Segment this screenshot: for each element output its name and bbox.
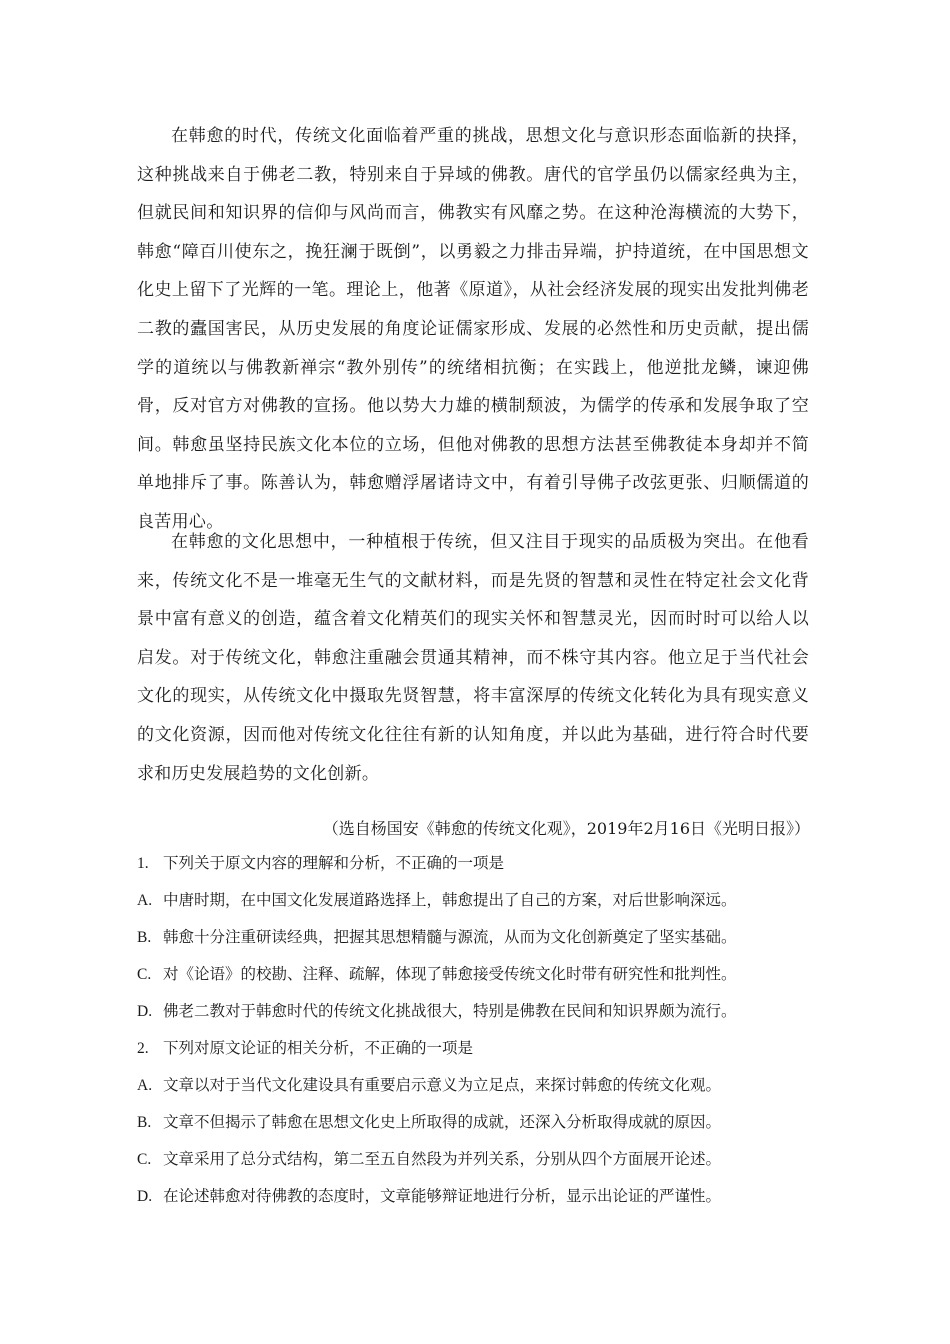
question-2-text: 下列对原文论证的相关分析，不正确的一项是: [163, 1039, 474, 1057]
question-1-number: 1.: [137, 855, 149, 872]
option-label: C.: [137, 1151, 152, 1168]
question-2-option-a: [137, 1073, 817, 1098]
option-text: 韩愈十分注重研读经典，把握其思想精髓与源流，从而为文化创新奠定了坚实基础。: [163, 928, 737, 946]
question-1-option-d: [137, 999, 817, 1024]
option-text: 在论述韩愈对待佛教的态度时，文章能够辩证地进行分析，显示出论证的严谨性。: [163, 1187, 722, 1205]
question-1-option-a: [137, 888, 817, 913]
body-paragraph-1: 在韩愈的时代，传统文化面临着严重的挑战，思想文化与意识形态面临新的抉择，这种挑战来自于佛老二教，特别来自于异域的佛教。唐代的官学虽仍以儒家经典为主，但就民间和知识界的信仰与风尚而言，佛教实有风靡之势。在这种沧海横流的大势下，韩愈“障百川使东之，挽狂澜于既倒”，以勇毅之力排击异端，护持道统，在中国思想文化史上留下了光辉的一笔。理论上，他著《原道》，从社会经济发展的现实出发批判佛老二教的蠹国害民，从历史发展的角度论证儒家形成、发展的必然性和历史贡献，提出儒学的道统以与佛教新禅宗“教外别传”的统绪相抗衡；在实践上，他逆批龙鳞，谏迎佛骨，反对官方对佛教的宣扬。他以势大力雄的横制颓波，为儒学的传承和发展争取了空间。韩愈虽坚持民族文化本位的立场，但他对佛教的思想方法甚至佛教徒本身却并不简单地排斥了事。陈善认为，韩愈赠浮屠诸诗文中，有着引导佛子改弦更张、归顺儒道的良苦用心。: [137, 126, 809, 532]
question-1-option-c: [137, 962, 817, 987]
question-2-option-d: [137, 1184, 817, 1209]
option-label: B.: [137, 1114, 152, 1131]
option-text: 中唐时期，在中国文化发展道路选择上，韩愈提出了自己的方案，对后世影响深远。: [163, 891, 737, 909]
question-1-stem: [137, 851, 817, 876]
option-text: 对《论语》的校勘、注释、疏解，体现了韩愈接受传统文化时带有研究性和批判性。: [163, 965, 737, 983]
question-1-text: 下列关于原文内容的理解和分析，不正确的一项是: [163, 854, 505, 872]
option-label: D.: [137, 1003, 153, 1020]
option-label: B.: [137, 929, 152, 946]
option-label: A.: [137, 892, 153, 909]
option-label: A.: [137, 1077, 153, 1094]
source-citation: （选自杨国安《韩愈的传统文化观》，2019年2月16日《光明日报》）: [322, 819, 810, 838]
option-text: 文章不但揭示了韩愈在思想文化史上所取得的成就，还深入分析取得成就的原因。: [163, 1113, 722, 1131]
question-2-option-c: [137, 1147, 817, 1172]
option-text: 文章采用了总分式结构，第二至五自然段为并列关系，分别从四个方面展开论述。: [163, 1150, 722, 1168]
question-2-number: 2.: [137, 1040, 149, 1057]
question-1-option-b: [137, 925, 817, 950]
option-label: C.: [137, 966, 152, 983]
option-text: 佛老二教对于韩愈时代的传统文化挑战很大，特别是佛教在民间和知识界颇为流行。: [163, 1002, 737, 1020]
option-text: 文章以对于当代文化建设具有重要启示意义为立足点，来探讨韩愈的传统文化观。: [163, 1076, 722, 1094]
option-label: D.: [137, 1188, 153, 1205]
question-2-stem: [137, 1036, 817, 1061]
body-paragraph-2: 在韩愈的文化思想中，一种植根于传统，但又注目于现实的品质极为突出。在他看来，传统文化不是一堆毫无生气的文献材料，而是先贤的智慧和灵性在特定社会文化背景中富有意义的创造，蕴含着文化精英们的现实关怀和智慧灵光，因而时时可以给人以启发。对于传统文化，韩愈注重融会贯通其精神，而不株守其内容。他立足于当代社会文化的现实，从传统文化中摄取先贤智慧，将丰富深厚的传统文化转化为具有现实意义的文化资源，因而他对传统文化往往有新的认知角度，并以此为基础，进行符合时代要求和历史发展趋势的文化创新。: [137, 532, 809, 784]
question-2-option-b: [137, 1110, 817, 1135]
